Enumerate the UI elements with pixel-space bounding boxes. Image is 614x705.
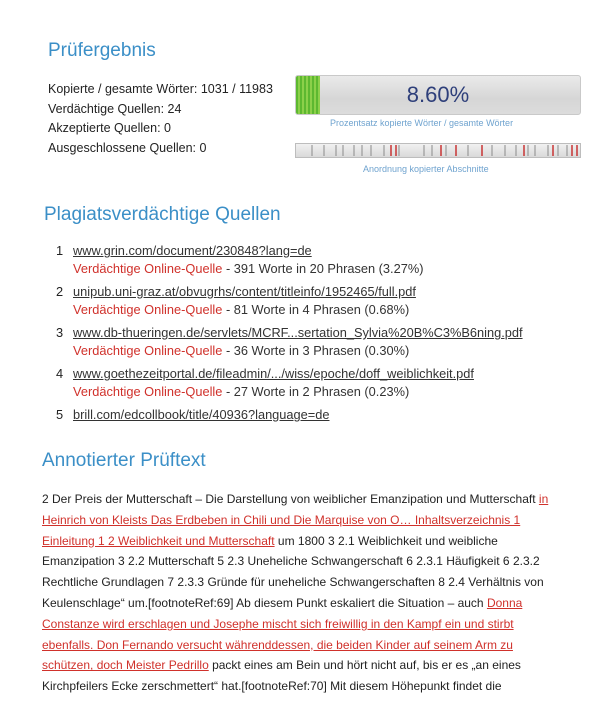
accepted-sources-stat: Akzeptierte Quellen: 0 [48,121,171,135]
source-number: 4 [56,366,64,381]
plain-text: packt eines am Bein und hört nicht auf, bis er es „an eines Kirchpfeilers Ecke zerschmettert“ hat.[footnoteRef:70] Mit diesem Höhepunkt findet die [42,658,521,694]
source-info [73,384,409,399]
source-info [73,302,409,317]
source-number: 3 [56,325,64,340]
source-type: Verdächtige Online-Quelle [73,343,223,358]
result-stats [48,80,273,158]
copied-words-stat: Kopierte / gesamte Wörter: 1031 / 11983 [48,82,273,96]
source-detail: - 36 Worte in 3 Phrasen (0.30%) [222,343,410,358]
highlighted-passage[interactable]: Donna Constanze wird erschlagen und Josephe mischt sich freiwillig in den Kampf ein und stirbt ebenfalls. Don Fernando versucht währenddessen, die beiden Kinder auf seinem Arm zu schützen, doch Meister Pedrillo [42,595,523,673]
percentage-gauge [295,75,581,115]
source-number: 5 [56,407,64,422]
source-detail: - 27 Worte in 2 Phrasen (0.23%) [222,384,410,399]
excluded-sources-stat: Ausgeschlossene Quellen: 0 [48,140,207,155]
source-info [73,261,423,276]
result-heading: Prüfergebnis [48,40,156,61]
highlighted-passage[interactable]: in Heinrich von Kleists Das Erdbeben in Chili und Die Marquise von O… Inhaltsverzeichnis 1 Einleitung 1 2 Weiblichkeit und Mutterschaft [42,492,549,548]
percentage-value: 8.60% [406,82,470,107]
source-detail: - 391 Worte in 20 Phrasen (3.27%) [222,261,424,276]
suspicious-sources-stat: Verdächtige Quellen: 24 [48,101,182,116]
percentage-caption: Prozentsatz kopierte Wörter / gesamte Wörter [330,118,514,128]
source-link[interactable]: www.goethezeitportal.de/fileadmin/.../wiss/epoche/doff_weiblichkeit.pdf [73,366,474,381]
annotated-text [42,489,562,697]
source-link[interactable]: brill.com/edcollbook/title/40936?language=de [73,407,330,422]
segments-caption: Anordnung kopierter Abschnitte [363,164,489,174]
source-info [73,343,409,358]
source-type: Verdächtige Online-Quelle [73,302,223,317]
source-number: 2 [56,284,64,299]
source-type: Verdächtige Online-Quelle [73,261,223,276]
source-link[interactable]: unipub.uni-graz.at/obvugrhs/content/titleinfo/1952465/full.pdf [73,284,416,299]
copied-segments-bar [295,143,581,158]
source-link[interactable]: www.db-thueringen.de/servlets/MCRF...sertation_Sylvia%20B%C3%B6ning.pdf [73,325,523,340]
copied-segments-marks [296,144,580,157]
sources-heading: Plagiatsverdächtige Quellen [44,204,281,225]
source-detail: - 81 Worte in 4 Phrasen (0.68%) [222,302,410,317]
annotated-heading: Annotierter Prüftext [42,450,206,471]
plain-text: 2 Der Preis der Mutterschaft – Die Darstellung von weiblicher Emanzipation und Mutterschaft [42,492,539,506]
source-link[interactable]: www.grin.com/document/230848?lang=de [73,243,312,258]
source-number: 1 [56,243,64,258]
plain-text: um 1800 3 2.1 Weiblichkeit und weibliche Emanzipation 3 2.2 Mutterschaft 5 2.3 Uneheliche Schwangerschaft 6 2.3.1 Häufigkeit 6 2.3.2 Rechtliche Grundlagen 7 2.3.3 Gründe für uneheliche Schwangerschaften 8 2.4 Verhältnis von Keulenschlage“ um.[footnoteRef:69] Ab diesem Punkt eskaliert die Situation – auch [42,533,544,610]
source-type: Verdächtige Online-Quelle [73,384,223,399]
